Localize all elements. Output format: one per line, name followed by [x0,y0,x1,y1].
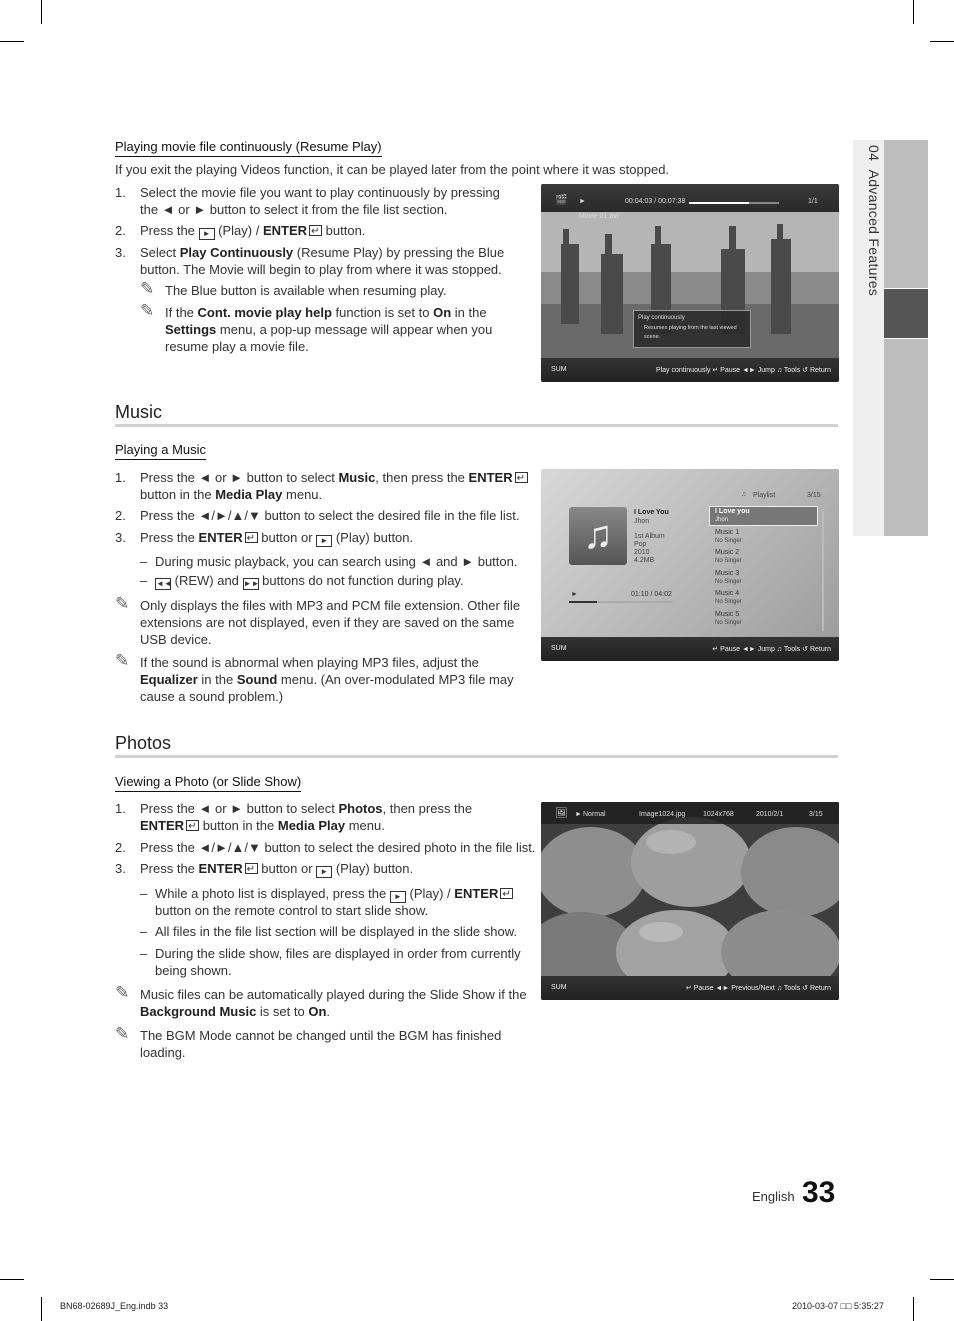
apples-photo-image [541,802,839,1000]
chapter-tab-marker [884,288,928,338]
play-status-icon: ► [579,198,586,205]
photo-control-hints: ↵ Pause ◄► Previous/Next ♫ Tools ↺ Return [685,985,831,992]
music-rule [115,424,838,427]
photo-icon: 🖼 [555,808,568,819]
note-pencil-icon: ✎ [140,301,155,320]
crop-mark [930,41,954,42]
resume-popup: Play continuously Resumes playing from the last viewed scene. [633,310,751,348]
crop-mark [913,1297,914,1321]
usb-device-label: SUM [551,645,567,652]
music-title: Music [115,402,163,422]
resume-intro: If you exit the playing Videos function, it can be played later from the point where it was stopped. [115,162,670,177]
movie-top-bar: 🎬 ► 00:04:03 / 00:07:38 1/1 [541,184,839,212]
playlist-icon: ♫ [741,491,747,498]
enter-icon [245,863,258,874]
movie-filename: Movie 01.avi [579,213,619,220]
crop-mark [41,0,42,24]
resume-subtitle: Playing movie file continuously (Resume Play) [115,139,382,157]
playlist-item-singer: No Singer [715,558,742,564]
play-status-icon: ► [575,811,582,818]
music-bottom-bar [541,637,839,661]
movie-bottom-bar [541,358,839,382]
crop-mark [913,0,914,24]
playlist-item-singer: Jhon [715,517,729,523]
page-number: 33 [802,1176,836,1209]
playlist-item[interactable]: Music 3 [715,569,740,577]
enter-icon [515,472,528,483]
enter-icon [309,225,322,236]
photo-top-bar: 🖼 ► Normal Image1024.jpg 1024x768 2010/2/1 3/15 [541,802,839,824]
photos-subtitle: Viewing a Photo (or Slide Show) [115,774,301,792]
playlist-item-singer: No Singer [715,537,742,544]
play-icon: ► [390,891,406,903]
music-progress-bar [569,601,673,603]
crop-mark [930,1279,954,1280]
note-pencil-icon: ✎ [115,594,130,613]
photos-title: Photos [115,733,172,753]
movie-progress-bar [689,202,779,204]
page-language: English [752,1189,795,1204]
note-pencil-icon: ✎ [115,1024,130,1043]
enter-icon [245,532,258,543]
crop-mark [41,1297,42,1321]
print-footer-left: BN68-02689J_Eng.indb 33 [60,1301,169,1311]
video-icon: 🎬 [555,195,568,206]
enter-icon [500,888,513,899]
play-icon: ► [316,535,332,547]
fast-forward-icon: ►► [243,579,260,588]
note-pencil-icon: ✎ [115,651,130,670]
crop-mark [0,1279,24,1280]
rewind-icon: ◄◄ [156,579,172,588]
music-screen: ♫ Playlist 3/15 ♫ I Love You Jhon 1st Album Pop 2010 4.2MB ► 01:10 / 04:02 I Love you Jhon Music 1 No Singer Music 2 No Singer Music 3 No Singer Music 4 No Singer Music 5 No Singer SUM ↵ Pause ◄► Jump ♫ Tools ↺ Return [541,469,839,661]
note-pencil-icon: ✎ [140,279,155,298]
photo-bottom-bar [541,976,839,1000]
movie-screen [541,184,839,382]
music-subtitle: Playing a Music [115,442,206,460]
playlist-item-singer: No Singer [715,619,742,626]
playlist-item[interactable]: I Love you [715,508,750,515]
playlist-item[interactable]: Music 5 [715,610,740,618]
photos-rule [115,755,838,758]
print-footer-right: 2010-03-07 □□ 5:35:27 [792,1301,884,1311]
album-art-icon: ♫ [569,507,627,565]
crop-mark [0,41,24,42]
playlist-item[interactable]: Music 4 [715,590,740,597]
play-icon: ► [316,866,332,878]
note-pencil-icon: ✎ [115,983,130,1002]
play-icon: ► [199,228,215,240]
movie-control-hints: Play continuously ↵ Pause ◄► Jump ♫ Tools ↺ Return [655,367,831,374]
chapter-title: 04 Advanced Features [866,145,882,297]
usb-device-label: SUM [551,984,567,991]
photo-screen [541,802,839,1000]
playlist-item[interactable]: Music 1 [715,528,740,536]
playlist-item-singer: No Singer [715,578,742,585]
playlist-label: Playlist [753,492,776,499]
usb-device-label: SUM [551,366,567,373]
playlist-item-singer: No Singer [715,599,742,605]
playlist-scrollbar [822,509,824,631]
playlist-item[interactable]: Music 2 [715,549,740,556]
song-title: I Love You [634,509,669,516]
enter-icon [186,820,199,831]
music-control-hints: ↵ Pause ◄► Jump ♫ Tools ↺ Return [712,646,831,653]
play-status-icon: ► [571,591,578,598]
